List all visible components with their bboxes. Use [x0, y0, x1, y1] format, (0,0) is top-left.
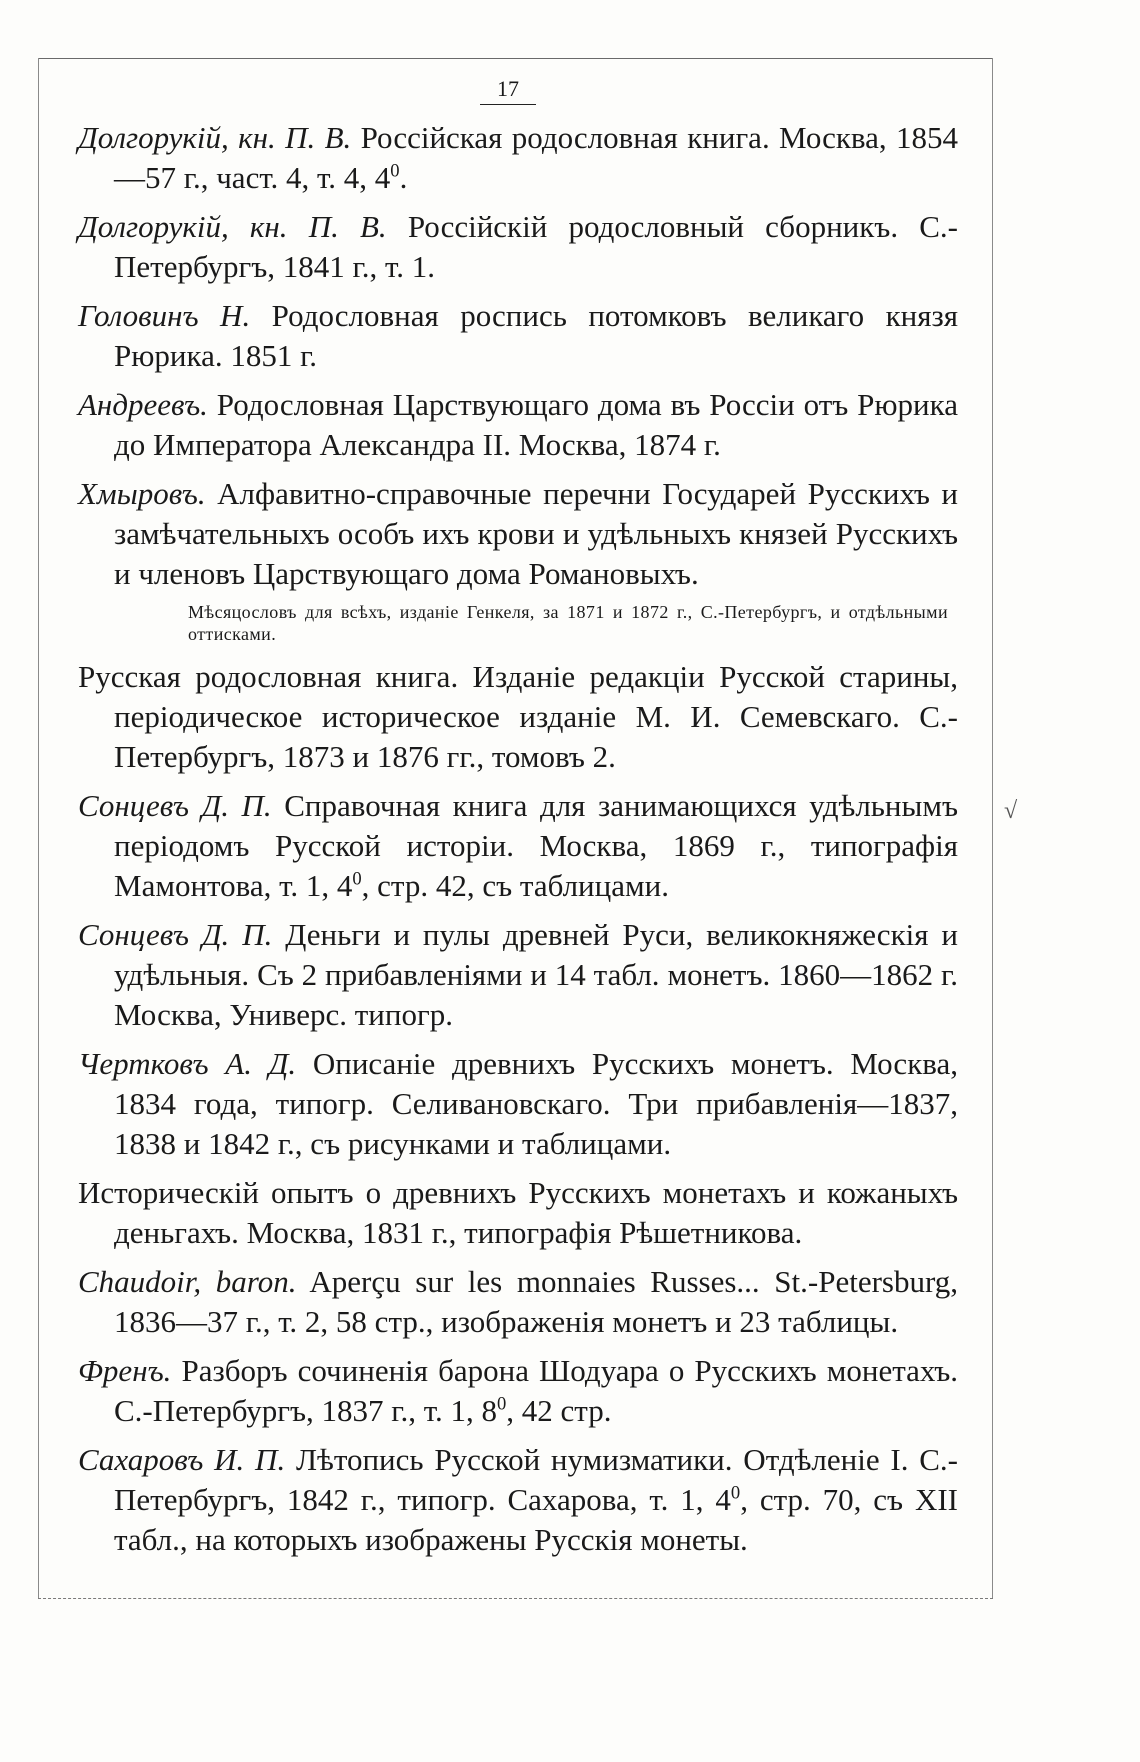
bibliography-entry [78, 296, 958, 376]
entry-author: Хмыровъ. [78, 476, 206, 511]
entry-author: Долгорукій, кн. П. В. [78, 209, 387, 244]
page-number: 17 [480, 76, 536, 105]
entry-text: Aperçu sur les monnaies Russes... St.-Petersburg, 1836—37 г., т. 2, 58 стр., изображенія монетъ и 23 таблицы. [114, 1264, 958, 1339]
bibliography-entry [78, 915, 958, 1035]
bibliography-entry [78, 1351, 958, 1431]
footnote-small: Мѣсяцословъ для всѣхъ, изданіе Генкеля, за 1871 и 1872 г., С.-Петербургъ, и отдѣльными оттисками. [188, 602, 948, 644]
checkmark-icon: √ [1004, 798, 1018, 824]
entry-text: Алфавитно-справочные перечни Государей Русскихъ и замѣчательныхъ особъ ихъ крови и удѣльныхъ князей Русскихъ и членовъ Царствующаго дома Романовыхъ. [114, 476, 958, 591]
bibliography-list [78, 118, 958, 1569]
entry-superscript: 0 [730, 1482, 741, 1504]
entry-author: Сонцевъ Д. П. [78, 917, 273, 952]
entry-text: Деньги и пулы древней Руси, великокняжескія и удѣльныя. Съ 2 прибавленіями и 14 табл. монетъ. 1860—1862 г. Москва, Универс. типогр. [114, 917, 958, 1032]
entry-author: Головинъ Н. [78, 298, 251, 333]
page-frame-left [38, 58, 39, 1598]
entry-text: Родословная Царствующаго дома въ Россіи отъ Рюрика до Императора Александра II. Москва, 1874 г. [114, 387, 958, 462]
entry-tail: , стр. 42, съ таблицами. [361, 868, 669, 903]
entry-tail: , 42 стр. [506, 1393, 612, 1428]
entry-tail: . [399, 160, 408, 195]
entry-superscript: 0 [496, 1393, 507, 1415]
page-frame-bottom [38, 1598, 993, 1599]
bibliography-entry [78, 1262, 958, 1342]
entry-author: Сахаровъ И. П. [78, 1442, 286, 1477]
entry-text: Разборъ сочиненія барона Шодуара о Русскихъ монетахъ. С.-Петербургъ, 1837 г., т. 1, 8 [114, 1353, 958, 1428]
page-frame-right [992, 58, 993, 1598]
entry-author: Чертковъ А. Д. [78, 1046, 297, 1081]
entry-author: Андреевъ. [78, 387, 208, 422]
bibliography-entry [78, 1044, 958, 1164]
entry-text: Лѣтопись Русской нумизматики. Отдѣленіе I. С.-Петербургъ, 1842 г., типогр. Сахарова, т. 1, 4 [114, 1442, 958, 1517]
entry-author: Сонцевъ Д. П. [78, 788, 272, 823]
entry-author: Долгорукій, кн. П. В. [78, 120, 352, 155]
entry-text: Русская родословная книга. Изданіе редакціи Русской старины, періодическое историческое изданіе М. И. Семевскаго. С.-Петербургъ, 1873 и 1876 гг., томовъ 2. [78, 659, 958, 774]
entry-text: Историческій опытъ о древнихъ Русскихъ монетахъ и кожаныхъ деньгахъ. Москва, 1831 г., типографія Рѣшетникова. [78, 1175, 958, 1250]
bibliography-entry [78, 1173, 958, 1253]
bibliography-entry [78, 385, 958, 465]
bibliography-entry [78, 474, 958, 594]
bibliography-entry [78, 786, 958, 906]
entry-author: Chaudoir, baron. [78, 1264, 297, 1299]
page-frame-top [38, 58, 993, 59]
entry-text: Родословная роспись потомковъ великаго князя Рюрика. 1851 г. [114, 298, 958, 373]
bibliography-entry [78, 1440, 958, 1560]
entry-text: Россійская родословная книга. Москва, 1854—57 г., част. 4, т. 4, 4 [114, 120, 958, 195]
entry-superscript: 0 [390, 160, 400, 182]
entry-text: Россійскій родословный сборникъ. С.-Петербургъ, 1841 г., т. 1. [114, 209, 958, 284]
entry-superscript: 0 [352, 868, 362, 890]
bibliography-entry [78, 657, 958, 777]
entry-text: Описаніе древнихъ Русскихъ монетъ. Москва, 1834 года, типогр. Селивановскаго. Три прибавленія—1837, 1838 и 1842 г., съ рисунками и таблицами. [114, 1046, 958, 1161]
entry-author: Френъ. [78, 1353, 172, 1388]
bibliography-entry [78, 118, 958, 198]
bibliography-entry [78, 207, 958, 287]
entry-text: Справочная книга для занимающихся удѣльнымъ періодомъ Русской исторіи. Москва, 1869 г., типографія Мамонтова, т. 1, 4 [114, 788, 958, 903]
entry-tail: , стр. 70, съ XII табл., на которыхъ изображены Русскія монеты. [114, 1482, 958, 1557]
